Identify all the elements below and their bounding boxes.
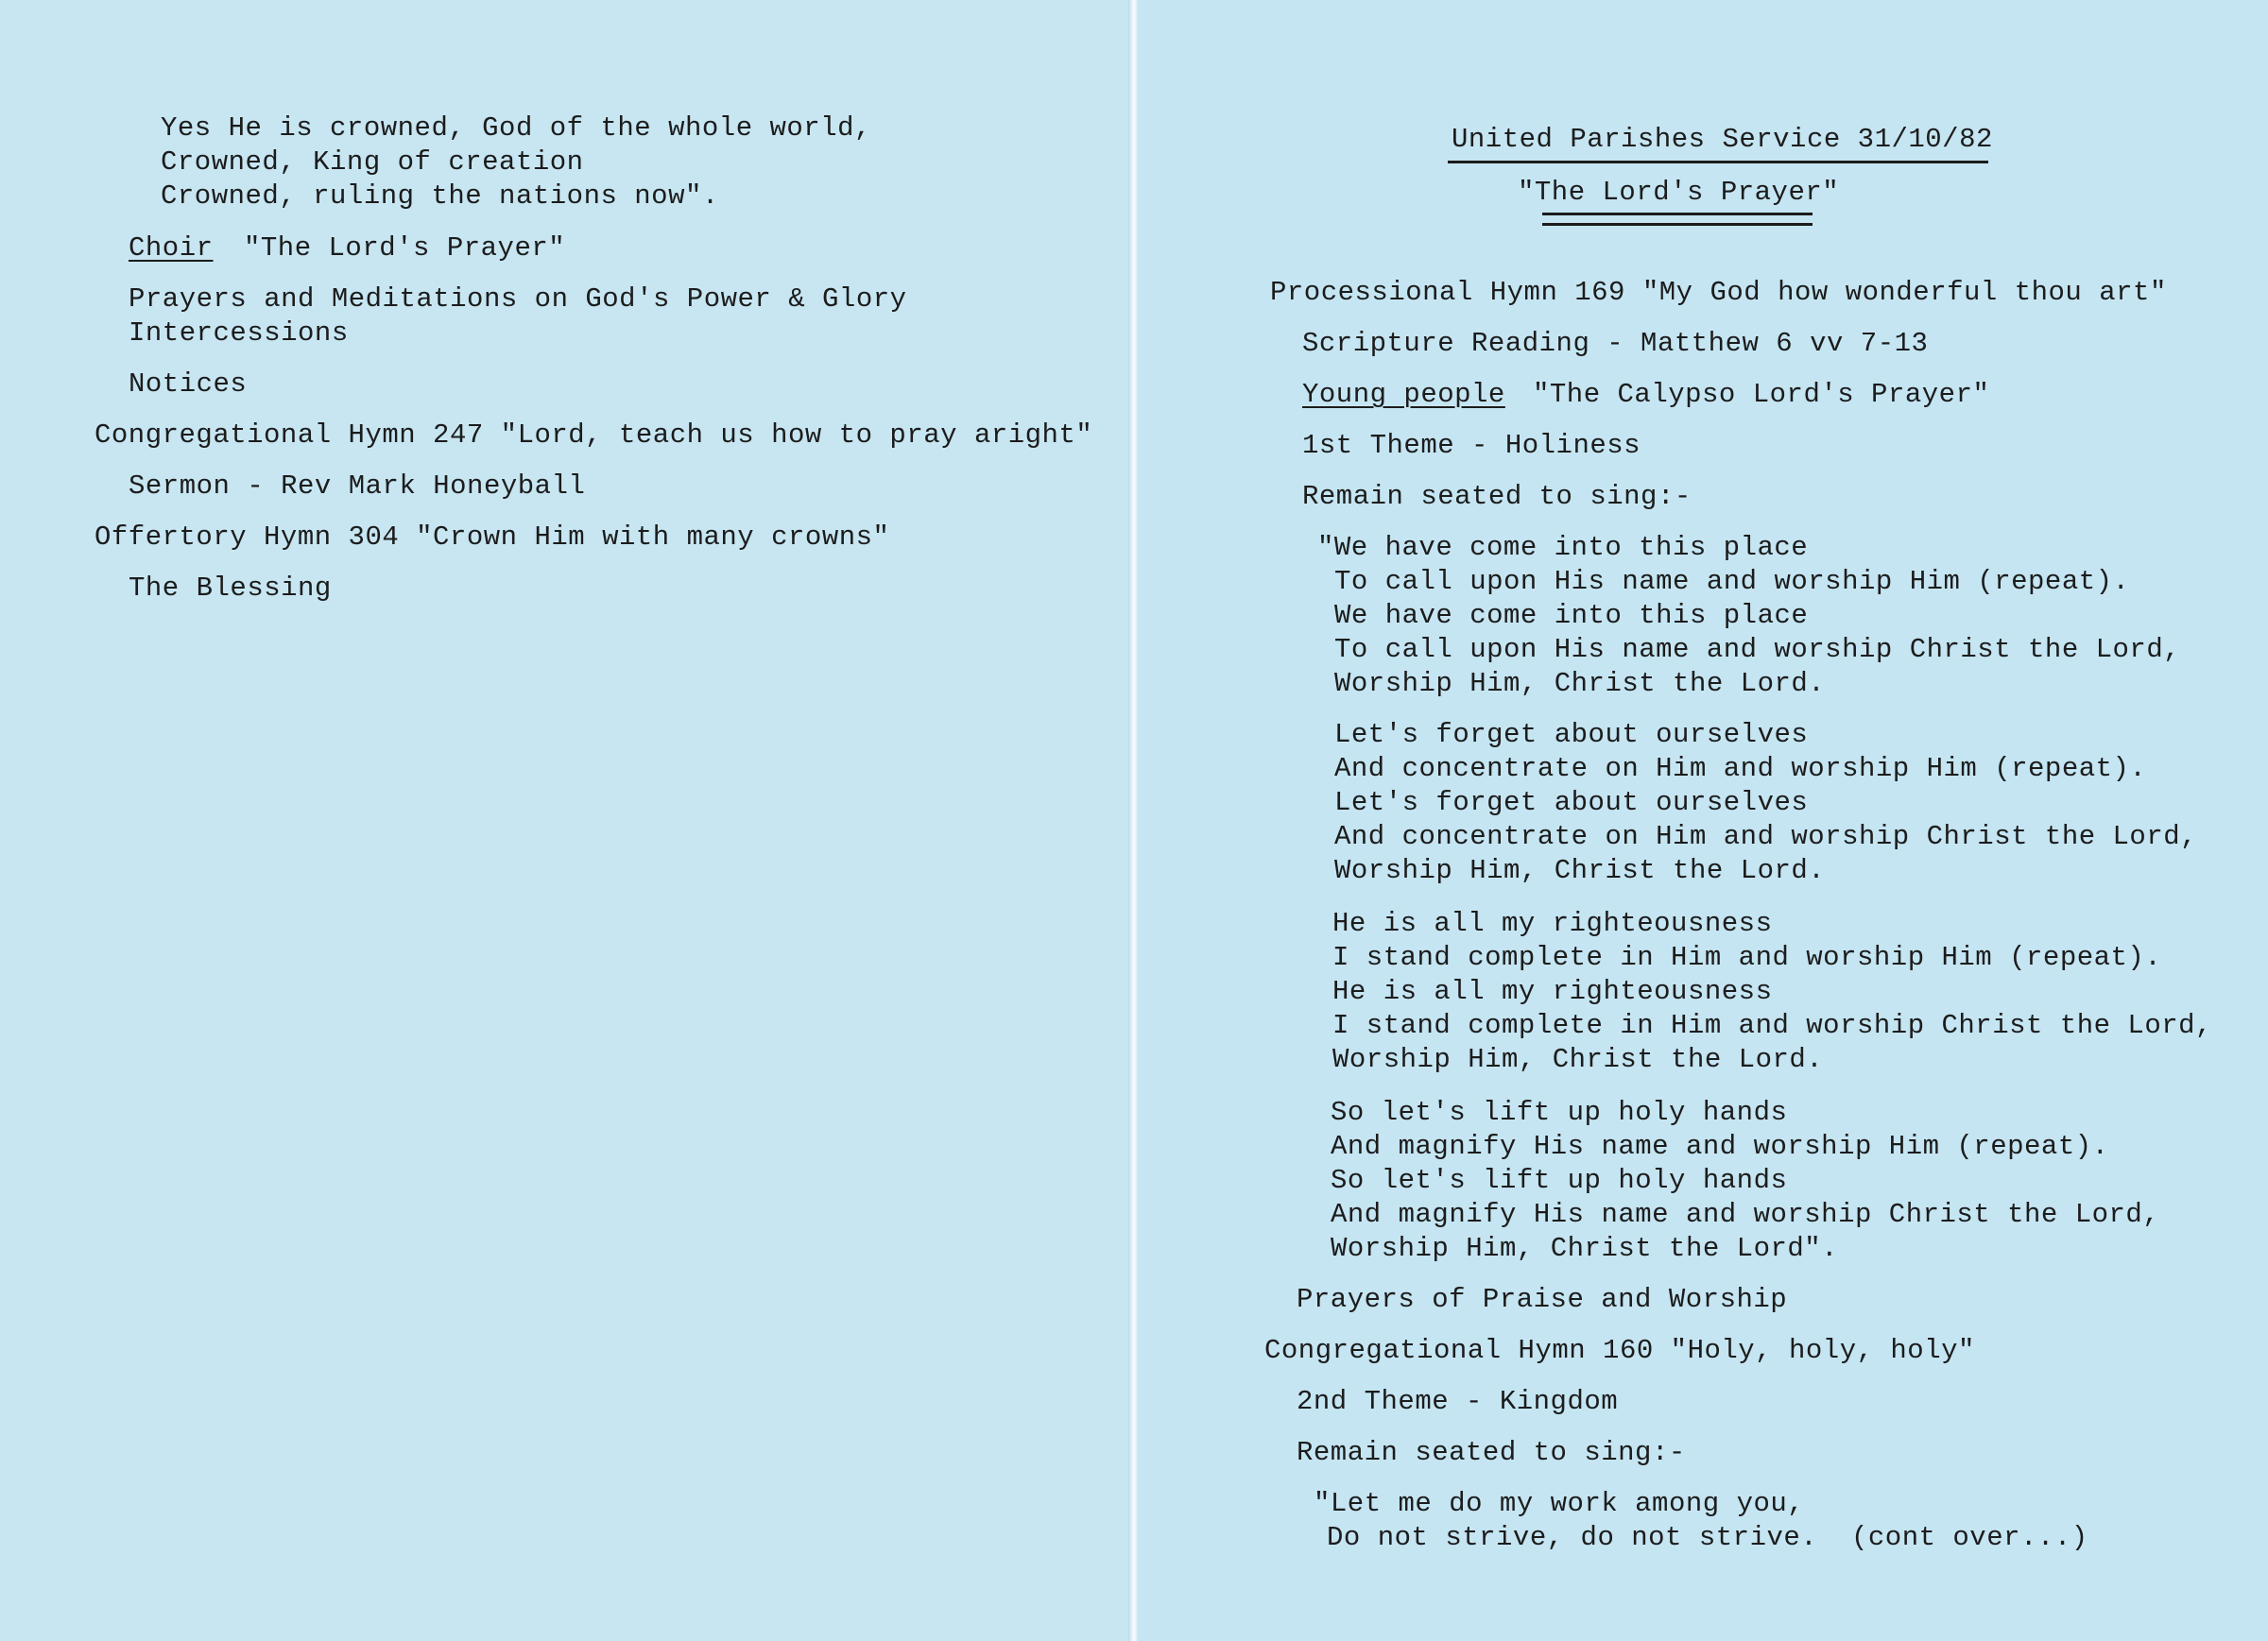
young-people-label: Young people — [1302, 379, 1505, 410]
choir-title: "The Lord's Prayer" — [244, 232, 566, 264]
song-line: Worship Him, Christ the Lord. — [1332, 1044, 1824, 1075]
song-line: Worship Him, Christ the Lord". — [1331, 1233, 1839, 1264]
processional-hymn-item: Processional Hymn 169 "My God how wonderful thou art" — [1270, 277, 2167, 308]
notices-item: Notices — [129, 368, 248, 400]
intercessions-item: Intercessions — [129, 317, 349, 349]
closing-song-line: Do not strive, do not strive. (cont over...) — [1327, 1522, 2088, 1553]
prayers-item: Prayers and Meditations on God's Power & Glory — [129, 283, 907, 315]
song-line: He is all my righteousness — [1332, 908, 1773, 939]
closing-song-line: "Let me do my work among you, — [1314, 1488, 1805, 1519]
remain-seated-instruction: Remain seated to sing:- — [1297, 1437, 1686, 1468]
first-theme: 1st Theme - Holiness — [1302, 430, 1641, 461]
song-line: And magnify His name and worship Him (repeat). — [1331, 1131, 2109, 1162]
hymn-line: Crowned, ruling the nations now". — [161, 180, 719, 212]
sermon-item: Sermon - Rev Mark Honeyball — [129, 470, 586, 502]
left-page — [0, 0, 1130, 1641]
song-line: To call upon His name and worship Christ the Lord, — [1334, 634, 2181, 665]
song-line: Worship Him, Christ the Lord. — [1334, 668, 1826, 699]
song-line: We have come into this place — [1334, 600, 1809, 631]
song-line: I stand complete in Him and worship Him (repeat). — [1332, 942, 2162, 973]
offertory-hymn-item: Offertory Hymn 304 "Crown Him with many crowns" — [94, 521, 890, 553]
song-line: So let's lift up holy hands — [1331, 1165, 1788, 1196]
song-line: To call upon His name and worship Him (repeat). — [1334, 566, 2130, 597]
young-people-title: "The Calypso Lord's Prayer" — [1533, 379, 1990, 410]
song-line: Let's forget about ourselves — [1334, 719, 1809, 750]
remain-seated-instruction: Remain seated to sing:- — [1302, 481, 1692, 512]
song-line: And concentrate on Him and worship Christ the Lord, — [1334, 821, 2198, 852]
song-line: "We have come into this place — [1317, 532, 1809, 563]
song-line: And magnify His name and worship Christ the Lord, — [1331, 1199, 2160, 1230]
song-line: I stand complete in Him and worship Christ the Lord, — [1332, 1010, 2212, 1041]
hymn-line: Crowned, King of creation — [161, 146, 584, 178]
subheading-double-underline — [1542, 223, 1813, 226]
choir-label: Choir — [129, 232, 214, 264]
blessing-item: The Blessing — [129, 573, 332, 604]
song-line: Worship Him, Christ the Lord. — [1334, 855, 1826, 886]
hymn-line: Yes He is crowned, God of the whole world, — [161, 112, 871, 144]
second-theme: 2nd Theme - Kingdom — [1297, 1386, 1619, 1417]
prayers-praise-item: Prayers of Praise and Worship — [1297, 1284, 1788, 1315]
service-subheading: "The Lord's Prayer" — [1518, 177, 1840, 208]
scripture-reading-item: Scripture Reading - Matthew 6 vv 7-13 — [1302, 328, 1929, 359]
congregational-hymn-item: Congregational Hymn 160 "Holy, holy, holy" — [1264, 1335, 1975, 1366]
congregational-hymn-item: Congregational Hymn 247 "Lord, teach us how to pray aright" — [94, 419, 1093, 451]
song-line: And concentrate on Him and worship Him (repeat). — [1334, 753, 2147, 784]
right-page — [1138, 0, 2268, 1641]
service-heading: United Parishes Service 31/10/82 — [1452, 124, 1993, 155]
song-line: So let's lift up holy hands — [1331, 1097, 1788, 1128]
heading-underline — [1448, 161, 1988, 163]
subheading-underline — [1542, 213, 1813, 215]
song-line: Let's forget about ourselves — [1334, 787, 1809, 818]
song-line: He is all my righteousness — [1332, 976, 1773, 1007]
